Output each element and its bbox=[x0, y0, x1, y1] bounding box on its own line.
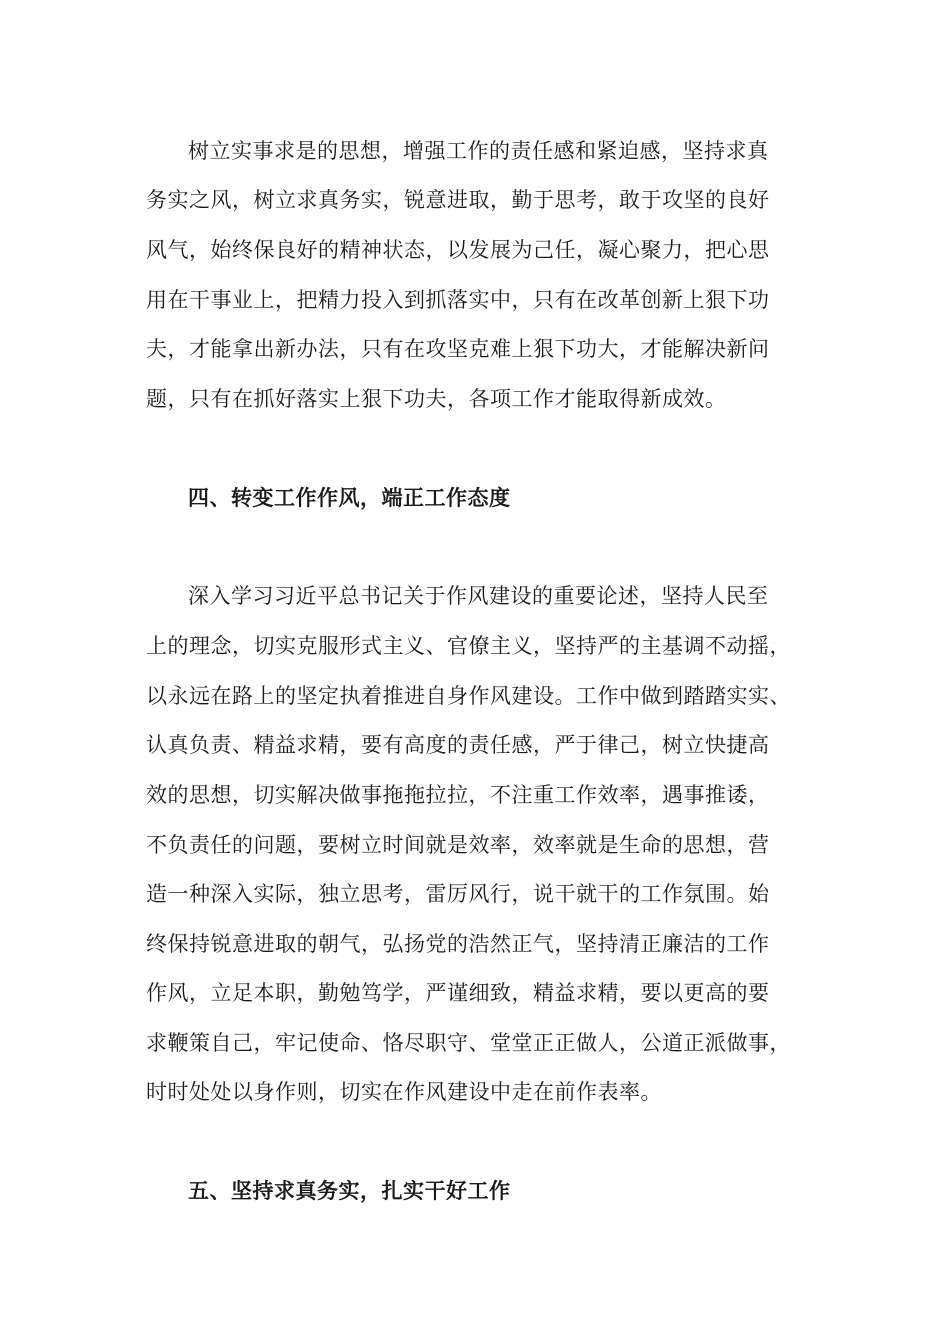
paragraph-line: 夫，才能拿出新办法，只有在攻坚克难上狠下功大，才能解决新问 bbox=[146, 337, 770, 361]
paragraph-line: 用在干事业上，把精力投入到抓落实中，只有在改革创新上狠下功 bbox=[146, 288, 770, 312]
paragraph-line: 树立实事求是的思想，增强工作的责任感和紧迫感，坚持求真 bbox=[188, 139, 769, 163]
paragraph-line: 作风，立足本职，勤勉笃学，严谨细致，精益求精，要以更高的要 bbox=[146, 981, 770, 1005]
paragraph-line: 务实之风，树立求真务实，锐意进取，勤于思考，敢于攻坚的良好 bbox=[146, 188, 770, 212]
paragraph-line: 终保持锐意进取的朝气，弘扬党的浩然正气，坚持清正廉洁的工作 bbox=[146, 932, 770, 956]
paragraph-line: 以永远在路上的坚定执着推进自身作风建设。工作中做到踏踏实实、 bbox=[146, 684, 791, 708]
paragraph-line: 风气，始终保良好的精神状态，以发展为己任，凝心聚力，把心思 bbox=[146, 238, 770, 262]
section-heading-5: 五、坚持求真务实，扎实干好工作 bbox=[188, 1178, 511, 1203]
paragraph-line: 认真负责、精益求精，要有高度的责任感，严于律己，树立快捷高 bbox=[146, 733, 770, 757]
paragraph-line: 不负责任的问题，要树立时间就是效率，效率就是生命的思想，营 bbox=[146, 833, 770, 857]
paragraph-line: 深入学习习近平总书记关于作风建设的重要论述，坚持人民至 bbox=[188, 584, 769, 608]
section-heading-4: 四、转变工作作风，端正工作态度 bbox=[188, 485, 511, 510]
paragraph-line: 时时处处以身作则，切实在作风建设中走在前作表率。 bbox=[146, 1080, 662, 1104]
paragraph-line: 效的思想，切实解决做事拖拖拉拉，不注重工作效率，遇事推诿， bbox=[146, 783, 770, 807]
paragraph-line: 造一种深入实际，独立思考，雷厉风行，说干就干的工作氛围。始 bbox=[146, 882, 770, 906]
paragraph-line: 题，只有在抓好落实上狠下功夫，各项工作才能取得新成效。 bbox=[146, 387, 727, 411]
paragraph-line: 上的理念，切实克服形式主义、官僚主义，坚持严的主基调不动摇， bbox=[146, 634, 791, 658]
paragraph-line: 求鞭策自己，牢记使命、恪尽职守、堂堂正正做人，公道正派做事， bbox=[146, 1031, 791, 1055]
